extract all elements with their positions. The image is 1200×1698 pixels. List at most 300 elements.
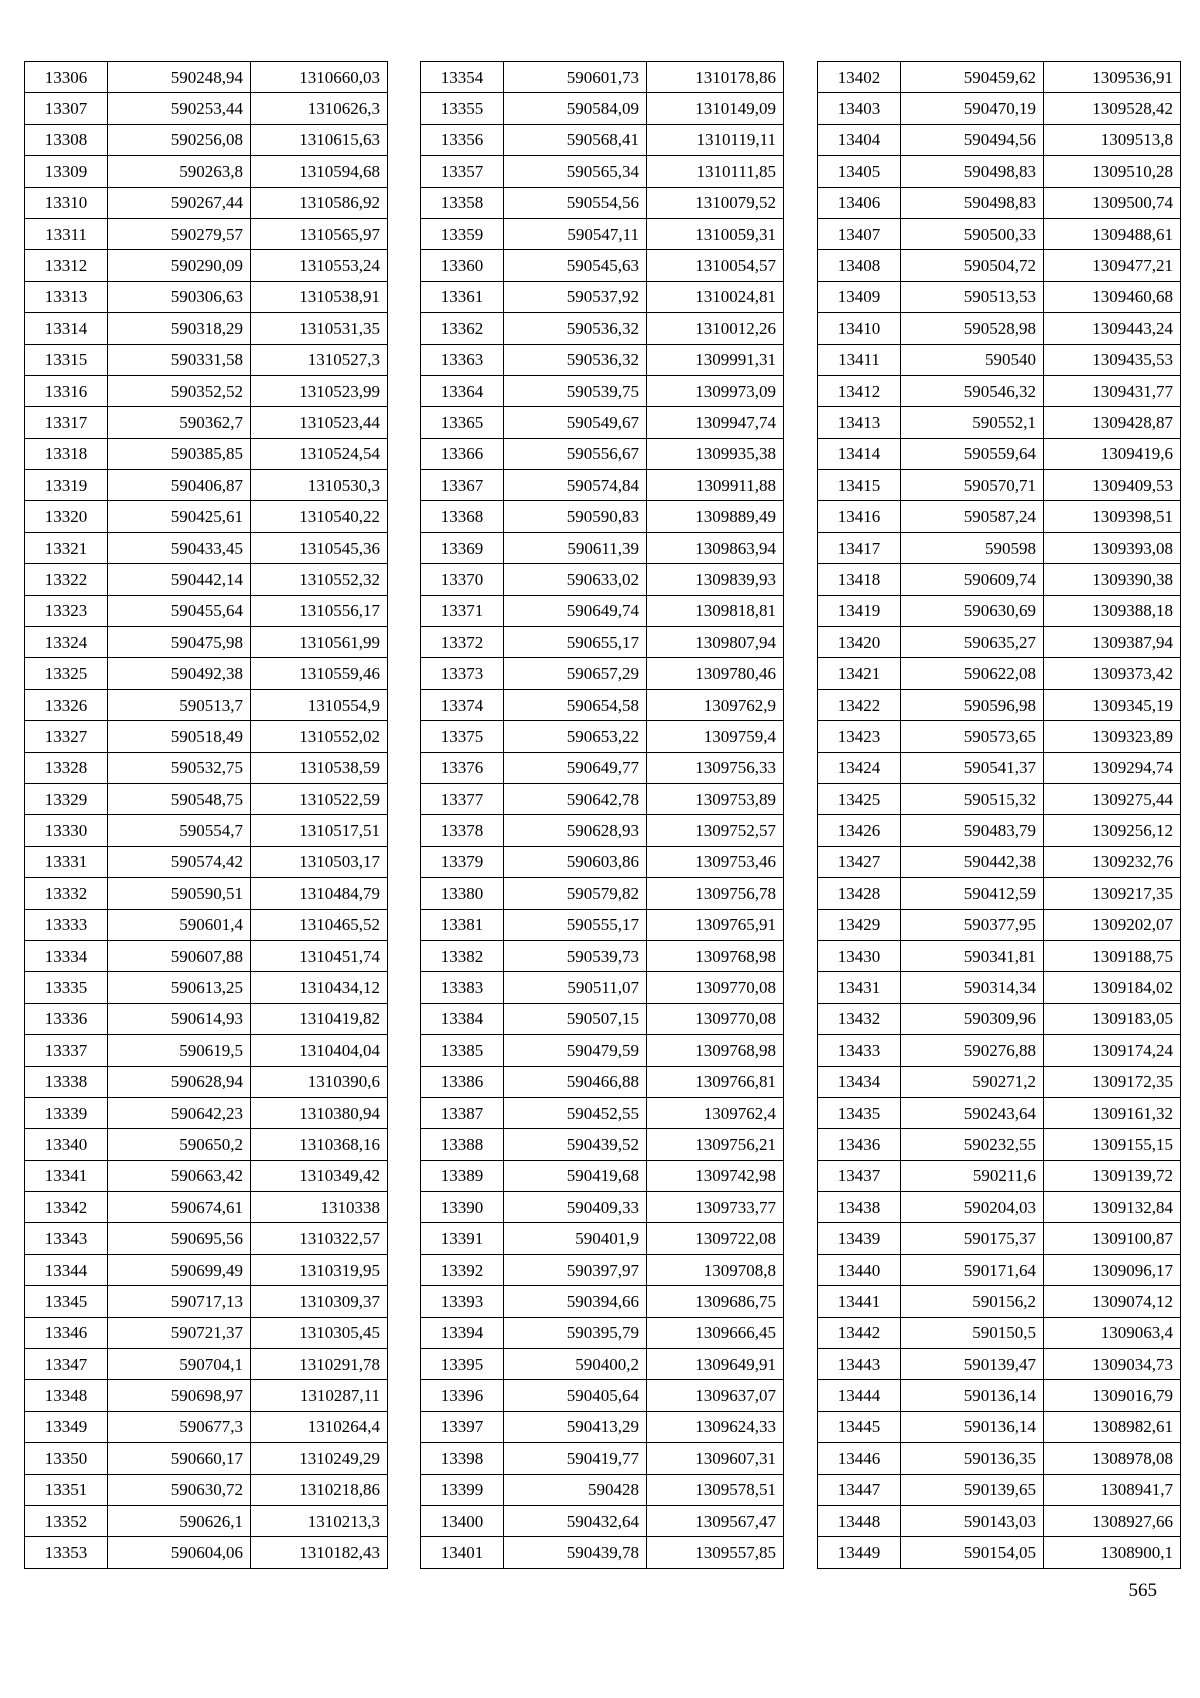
table-row <box>421 846 784 877</box>
x-coordinate-cell: 590642,78 <box>504 783 647 814</box>
x-coordinate-cell: 590248,94 <box>108 62 251 93</box>
y-coordinate-cell: 1309174,24 <box>1044 1035 1181 1066</box>
x-coordinate-cell: 590143,03 <box>901 1505 1044 1536</box>
y-coordinate-cell: 1309477,21 <box>1044 250 1181 281</box>
x-coordinate-cell: 590570,71 <box>901 470 1044 501</box>
y-coordinate-cell: 1310523,99 <box>251 375 388 406</box>
y-coordinate-cell: 1309500,74 <box>1044 187 1181 218</box>
point-number-cell: 13360 <box>421 250 504 281</box>
table-row <box>818 93 1181 124</box>
table-row <box>818 658 1181 689</box>
y-coordinate-cell: 1309722,08 <box>647 1223 784 1254</box>
y-coordinate-cell: 1310264,4 <box>251 1411 388 1442</box>
x-coordinate-cell: 590513,53 <box>901 281 1044 312</box>
x-coordinate-cell: 590439,78 <box>504 1537 647 1568</box>
table-row <box>421 1254 784 1285</box>
table-row <box>421 815 784 846</box>
table-row <box>25 1537 388 1568</box>
table-row <box>25 1192 388 1223</box>
point-number-cell: 13405 <box>818 156 901 187</box>
table-row <box>818 815 1181 846</box>
x-coordinate-cell: 590539,75 <box>504 375 647 406</box>
y-coordinate-cell: 1310249,29 <box>251 1443 388 1474</box>
table-row <box>818 1317 1181 1348</box>
point-number-cell: 13372 <box>421 627 504 658</box>
x-coordinate-cell: 590554,56 <box>504 187 647 218</box>
point-number-cell: 13381 <box>421 909 504 940</box>
y-coordinate-cell: 1310565,97 <box>251 218 388 249</box>
x-coordinate-cell: 590136,14 <box>901 1411 1044 1442</box>
point-number-cell: 13316 <box>25 375 108 406</box>
table-row <box>421 658 784 689</box>
point-number-cell: 13397 <box>421 1411 504 1442</box>
x-coordinate-cell: 590439,52 <box>504 1129 647 1160</box>
y-coordinate-cell: 1309096,17 <box>1044 1254 1181 1285</box>
y-coordinate-cell: 1309155,15 <box>1044 1129 1181 1160</box>
point-number-cell: 13431 <box>818 972 901 1003</box>
point-number-cell: 13327 <box>25 721 108 752</box>
x-coordinate-cell: 590649,74 <box>504 595 647 626</box>
table-row <box>421 595 784 626</box>
y-coordinate-cell: 1309768,98 <box>647 1035 784 1066</box>
y-coordinate-cell: 1310012,26 <box>647 313 784 344</box>
y-coordinate-cell: 1310319,95 <box>251 1254 388 1285</box>
table-row <box>25 1443 388 1474</box>
table-row <box>25 1349 388 1380</box>
y-coordinate-cell: 1310309,37 <box>251 1286 388 1317</box>
point-number-cell: 13438 <box>818 1192 901 1223</box>
table-row <box>25 658 388 689</box>
point-number-cell: 13402 <box>818 62 901 93</box>
y-coordinate-cell: 1310119,11 <box>647 124 784 155</box>
y-coordinate-cell: 1309443,24 <box>1044 313 1181 344</box>
y-coordinate-cell: 1309991,31 <box>647 344 784 375</box>
y-coordinate-cell: 1310287,11 <box>251 1380 388 1411</box>
table-row <box>25 250 388 281</box>
x-coordinate-cell: 590475,98 <box>108 627 251 658</box>
point-number-cell: 13323 <box>25 595 108 626</box>
x-coordinate-cell: 590548,75 <box>108 783 251 814</box>
point-number-cell: 13368 <box>421 501 504 532</box>
point-number-cell: 13355 <box>421 93 504 124</box>
table-row <box>421 909 784 940</box>
y-coordinate-cell: 1310380,94 <box>251 1097 388 1128</box>
table-row <box>25 627 388 658</box>
table-row <box>818 501 1181 532</box>
table-row <box>818 532 1181 563</box>
point-number-cell: 13325 <box>25 658 108 689</box>
x-coordinate-cell: 590276,88 <box>901 1035 1044 1066</box>
table-row <box>25 972 388 1003</box>
y-coordinate-cell: 1309063,4 <box>1044 1317 1181 1348</box>
x-coordinate-cell: 590579,82 <box>504 878 647 909</box>
point-number-cell: 13344 <box>25 1254 108 1285</box>
point-number-cell: 13332 <box>25 878 108 909</box>
x-coordinate-cell: 590498,83 <box>901 187 1044 218</box>
x-coordinate-cell: 590498,83 <box>901 156 1044 187</box>
x-coordinate-cell: 590549,67 <box>504 407 647 438</box>
table-row <box>818 1160 1181 1191</box>
point-number-cell: 13330 <box>25 815 108 846</box>
y-coordinate-cell: 1309708,8 <box>647 1254 784 1285</box>
x-coordinate-cell: 590642,23 <box>108 1097 251 1128</box>
x-coordinate-cell: 590547,11 <box>504 218 647 249</box>
y-coordinate-cell: 1309607,31 <box>647 1443 784 1474</box>
point-number-cell: 13411 <box>818 344 901 375</box>
y-coordinate-cell: 1309460,68 <box>1044 281 1181 312</box>
y-coordinate-cell: 1309409,53 <box>1044 470 1181 501</box>
x-coordinate-cell: 590540 <box>901 344 1044 375</box>
point-number-cell: 13359 <box>421 218 504 249</box>
x-coordinate-cell: 590698,97 <box>108 1380 251 1411</box>
point-number-cell: 13351 <box>25 1474 108 1505</box>
y-coordinate-cell: 1309390,38 <box>1044 564 1181 595</box>
y-coordinate-cell: 1310552,02 <box>251 721 388 752</box>
y-coordinate-cell: 1309528,42 <box>1044 93 1181 124</box>
x-coordinate-cell: 590504,72 <box>901 250 1044 281</box>
table-row <box>421 218 784 249</box>
table-row <box>25 1160 388 1191</box>
x-coordinate-cell: 590568,41 <box>504 124 647 155</box>
y-coordinate-cell: 1309756,78 <box>647 878 784 909</box>
y-coordinate-cell: 1309172,35 <box>1044 1066 1181 1097</box>
table-row <box>818 972 1181 1003</box>
x-coordinate-cell: 590660,17 <box>108 1443 251 1474</box>
x-coordinate-cell: 590654,58 <box>504 689 647 720</box>
y-coordinate-cell: 1310218,86 <box>251 1474 388 1505</box>
x-coordinate-cell: 590565,34 <box>504 156 647 187</box>
point-number-cell: 13354 <box>421 62 504 93</box>
point-number-cell: 13335 <box>25 972 108 1003</box>
x-coordinate-cell: 590611,39 <box>504 532 647 563</box>
y-coordinate-cell: 1309766,81 <box>647 1066 784 1097</box>
x-coordinate-cell: 590455,64 <box>108 595 251 626</box>
point-number-cell: 13440 <box>818 1254 901 1285</box>
point-number-cell: 13375 <box>421 721 504 752</box>
coordinate-table-3 <box>817 61 1181 1569</box>
y-coordinate-cell: 1310531,35 <box>251 313 388 344</box>
table-row <box>25 940 388 971</box>
y-coordinate-cell: 1310149,09 <box>647 93 784 124</box>
point-number-cell: 13348 <box>25 1380 108 1411</box>
y-coordinate-cell: 1309935,38 <box>647 438 784 469</box>
table-row <box>421 1286 784 1317</box>
table-row <box>421 93 784 124</box>
y-coordinate-cell: 1309387,94 <box>1044 627 1181 658</box>
table-row <box>421 124 784 155</box>
point-number-cell: 13437 <box>818 1160 901 1191</box>
table-row <box>818 187 1181 218</box>
point-number-cell: 13333 <box>25 909 108 940</box>
point-number-cell: 13421 <box>818 658 901 689</box>
x-coordinate-cell: 590622,08 <box>901 658 1044 689</box>
table-row <box>818 281 1181 312</box>
table-row <box>25 1129 388 1160</box>
x-coordinate-cell: 590511,07 <box>504 972 647 1003</box>
x-coordinate-cell: 590232,55 <box>901 1129 1044 1160</box>
x-coordinate-cell: 590536,32 <box>504 313 647 344</box>
x-coordinate-cell: 590409,33 <box>504 1192 647 1223</box>
x-coordinate-cell: 590318,29 <box>108 313 251 344</box>
point-number-cell: 13417 <box>818 532 901 563</box>
point-number-cell: 13386 <box>421 1066 504 1097</box>
x-coordinate-cell: 590419,77 <box>504 1443 647 1474</box>
table-row <box>818 783 1181 814</box>
x-coordinate-cell: 590695,56 <box>108 1223 251 1254</box>
y-coordinate-cell: 1310465,52 <box>251 909 388 940</box>
table-row <box>818 407 1181 438</box>
y-coordinate-cell: 1310553,24 <box>251 250 388 281</box>
table-row <box>818 1411 1181 1442</box>
table-row <box>421 187 784 218</box>
point-number-cell: 13306 <box>25 62 108 93</box>
point-number-cell: 13373 <box>421 658 504 689</box>
y-coordinate-cell: 1309765,91 <box>647 909 784 940</box>
y-coordinate-cell: 1310305,45 <box>251 1317 388 1348</box>
point-number-cell: 13340 <box>25 1129 108 1160</box>
table-row <box>25 1286 388 1317</box>
y-coordinate-cell: 1310523,44 <box>251 407 388 438</box>
x-coordinate-cell: 590470,19 <box>901 93 1044 124</box>
x-coordinate-cell: 590397,97 <box>504 1254 647 1285</box>
y-coordinate-cell: 1309536,91 <box>1044 62 1181 93</box>
y-coordinate-cell: 1309184,02 <box>1044 972 1181 1003</box>
table-row <box>421 407 784 438</box>
table-row <box>25 1097 388 1128</box>
coordinate-table-2 <box>420 61 784 1569</box>
x-coordinate-cell: 590704,1 <box>108 1349 251 1380</box>
table-row <box>25 1035 388 1066</box>
y-coordinate-cell: 1309770,08 <box>647 972 784 1003</box>
table-row <box>818 1223 1181 1254</box>
table-row <box>421 501 784 532</box>
table-row <box>818 156 1181 187</box>
point-number-cell: 13319 <box>25 470 108 501</box>
table-row <box>25 375 388 406</box>
x-coordinate-cell: 590139,47 <box>901 1349 1044 1380</box>
y-coordinate-cell: 1309780,46 <box>647 658 784 689</box>
table-row <box>25 62 388 93</box>
y-coordinate-cell: 1309345,19 <box>1044 689 1181 720</box>
point-number-cell: 13408 <box>818 250 901 281</box>
x-coordinate-cell: 590406,87 <box>108 470 251 501</box>
y-coordinate-cell: 1310079,52 <box>647 187 784 218</box>
y-coordinate-cell: 1309756,21 <box>647 1129 784 1160</box>
point-number-cell: 13367 <box>421 470 504 501</box>
table-row <box>25 218 388 249</box>
table-row <box>421 1066 784 1097</box>
x-coordinate-cell: 590433,45 <box>108 532 251 563</box>
y-coordinate-cell: 1310538,91 <box>251 281 388 312</box>
y-coordinate-cell: 1310615,63 <box>251 124 388 155</box>
point-number-cell: 13322 <box>25 564 108 595</box>
table-row <box>421 1223 784 1254</box>
table-row <box>25 532 388 563</box>
table-row <box>421 1411 784 1442</box>
x-coordinate-cell: 590492,38 <box>108 658 251 689</box>
x-coordinate-cell: 590442,14 <box>108 564 251 595</box>
point-number-cell: 13420 <box>818 627 901 658</box>
point-number-cell: 13404 <box>818 124 901 155</box>
point-number-cell: 13409 <box>818 281 901 312</box>
y-coordinate-cell: 1308900,1 <box>1044 1537 1181 1568</box>
table-row <box>25 124 388 155</box>
y-coordinate-cell: 1310561,99 <box>251 627 388 658</box>
y-coordinate-cell: 1308927,66 <box>1044 1505 1181 1536</box>
point-number-cell: 13336 <box>25 1003 108 1034</box>
point-number-cell: 13388 <box>421 1129 504 1160</box>
x-coordinate-cell: 590613,25 <box>108 972 251 1003</box>
y-coordinate-cell: 1309513,8 <box>1044 124 1181 155</box>
point-number-cell: 13392 <box>421 1254 504 1285</box>
x-coordinate-cell: 590635,27 <box>901 627 1044 658</box>
y-coordinate-cell: 1309973,09 <box>647 375 784 406</box>
y-coordinate-cell: 1309759,4 <box>647 721 784 752</box>
table-row <box>421 878 784 909</box>
point-number-cell: 13320 <box>25 501 108 532</box>
y-coordinate-cell: 1310024,81 <box>647 281 784 312</box>
y-coordinate-cell: 1309567,47 <box>647 1505 784 1536</box>
y-coordinate-cell: 1309488,61 <box>1044 218 1181 249</box>
x-coordinate-cell: 590479,59 <box>504 1035 647 1066</box>
y-coordinate-cell: 1310059,31 <box>647 218 784 249</box>
x-coordinate-cell: 590717,13 <box>108 1286 251 1317</box>
y-coordinate-cell: 1310517,51 <box>251 815 388 846</box>
table-row <box>818 1286 1181 1317</box>
point-number-cell: 13434 <box>818 1066 901 1097</box>
point-number-cell: 13449 <box>818 1537 901 1568</box>
point-number-cell: 13314 <box>25 313 108 344</box>
point-number-cell: 13349 <box>25 1411 108 1442</box>
y-coordinate-cell: 1309752,57 <box>647 815 784 846</box>
y-coordinate-cell: 1310530,3 <box>251 470 388 501</box>
x-coordinate-cell: 590650,2 <box>108 1129 251 1160</box>
y-coordinate-cell: 1309756,33 <box>647 752 784 783</box>
point-number-cell: 13324 <box>25 627 108 658</box>
y-coordinate-cell: 1309428,87 <box>1044 407 1181 438</box>
table-row <box>818 62 1181 93</box>
x-coordinate-cell: 590545,63 <box>504 250 647 281</box>
y-coordinate-cell: 1308978,08 <box>1044 1443 1181 1474</box>
table-row <box>25 187 388 218</box>
x-coordinate-cell: 590513,7 <box>108 689 251 720</box>
point-number-cell: 13374 <box>421 689 504 720</box>
table-row <box>818 940 1181 971</box>
point-number-cell: 13383 <box>421 972 504 1003</box>
point-number-cell: 13365 <box>421 407 504 438</box>
point-number-cell: 13391 <box>421 1223 504 1254</box>
point-number-cell: 13419 <box>818 595 901 626</box>
x-coordinate-cell: 590515,32 <box>901 783 1044 814</box>
table-row <box>25 93 388 124</box>
y-coordinate-cell: 1310503,17 <box>251 846 388 877</box>
x-coordinate-cell: 590263,8 <box>108 156 251 187</box>
table-row <box>25 564 388 595</box>
point-number-cell: 13418 <box>818 564 901 595</box>
point-number-cell: 13307 <box>25 93 108 124</box>
y-coordinate-cell: 1309294,74 <box>1044 752 1181 783</box>
y-coordinate-cell: 1310524,54 <box>251 438 388 469</box>
x-coordinate-cell: 590271,2 <box>901 1066 1044 1097</box>
y-coordinate-cell: 1309161,32 <box>1044 1097 1181 1128</box>
table-row <box>25 815 388 846</box>
table-row <box>818 438 1181 469</box>
x-coordinate-cell: 590556,67 <box>504 438 647 469</box>
point-number-cell: 13415 <box>818 470 901 501</box>
point-number-cell: 13413 <box>818 407 901 438</box>
y-coordinate-cell: 1309807,94 <box>647 627 784 658</box>
table-row <box>421 1380 784 1411</box>
table-row <box>25 1317 388 1348</box>
point-number-cell: 13358 <box>421 187 504 218</box>
x-coordinate-cell: 590306,63 <box>108 281 251 312</box>
table-row <box>818 124 1181 155</box>
table-row <box>818 1066 1181 1097</box>
table-row <box>421 721 784 752</box>
point-number-cell: 13339 <box>25 1097 108 1128</box>
x-coordinate-cell: 590573,65 <box>901 721 1044 752</box>
y-coordinate-cell: 1309762,4 <box>647 1097 784 1128</box>
table-row <box>421 375 784 406</box>
table-row <box>818 218 1181 249</box>
y-coordinate-cell: 1310527,3 <box>251 344 388 375</box>
table-row <box>25 878 388 909</box>
point-number-cell: 13331 <box>25 846 108 877</box>
table-row <box>25 1066 388 1097</box>
x-coordinate-cell: 590394,66 <box>504 1286 647 1317</box>
x-coordinate-cell: 590267,44 <box>108 187 251 218</box>
x-coordinate-cell: 590536,32 <box>504 344 647 375</box>
table-row <box>421 1192 784 1223</box>
x-coordinate-cell: 590204,03 <box>901 1192 1044 1223</box>
table-row <box>818 1003 1181 1034</box>
table-row <box>25 752 388 783</box>
x-coordinate-cell: 590156,2 <box>901 1286 1044 1317</box>
y-coordinate-cell: 1310545,36 <box>251 532 388 563</box>
table-row <box>818 375 1181 406</box>
y-coordinate-cell: 1309839,93 <box>647 564 784 595</box>
point-number-cell: 13313 <box>25 281 108 312</box>
table-row <box>818 250 1181 281</box>
x-coordinate-cell: 590574,84 <box>504 470 647 501</box>
y-coordinate-cell: 1310538,59 <box>251 752 388 783</box>
x-coordinate-cell: 590619,5 <box>108 1035 251 1066</box>
x-coordinate-cell: 590400,2 <box>504 1349 647 1380</box>
x-coordinate-cell: 590395,79 <box>504 1317 647 1348</box>
table-row <box>25 1505 388 1536</box>
point-number-cell: 13343 <box>25 1223 108 1254</box>
point-number-cell: 13361 <box>421 281 504 312</box>
x-coordinate-cell: 590466,88 <box>504 1066 647 1097</box>
point-number-cell: 13416 <box>818 501 901 532</box>
point-number-cell: 13310 <box>25 187 108 218</box>
point-number-cell: 13341 <box>25 1160 108 1191</box>
point-number-cell: 13362 <box>421 313 504 344</box>
point-number-cell: 13369 <box>421 532 504 563</box>
y-coordinate-cell: 1309742,98 <box>647 1160 784 1191</box>
x-coordinate-cell: 590584,09 <box>504 93 647 124</box>
point-number-cell: 13444 <box>818 1380 901 1411</box>
point-number-cell: 13385 <box>421 1035 504 1066</box>
x-coordinate-cell: 590211,6 <box>901 1160 1044 1191</box>
point-number-cell: 13329 <box>25 783 108 814</box>
point-number-cell: 13429 <box>818 909 901 940</box>
y-coordinate-cell: 1310540,22 <box>251 501 388 532</box>
table-row <box>818 470 1181 501</box>
table-row <box>818 689 1181 720</box>
point-number-cell: 13447 <box>818 1474 901 1505</box>
table-row <box>421 344 784 375</box>
